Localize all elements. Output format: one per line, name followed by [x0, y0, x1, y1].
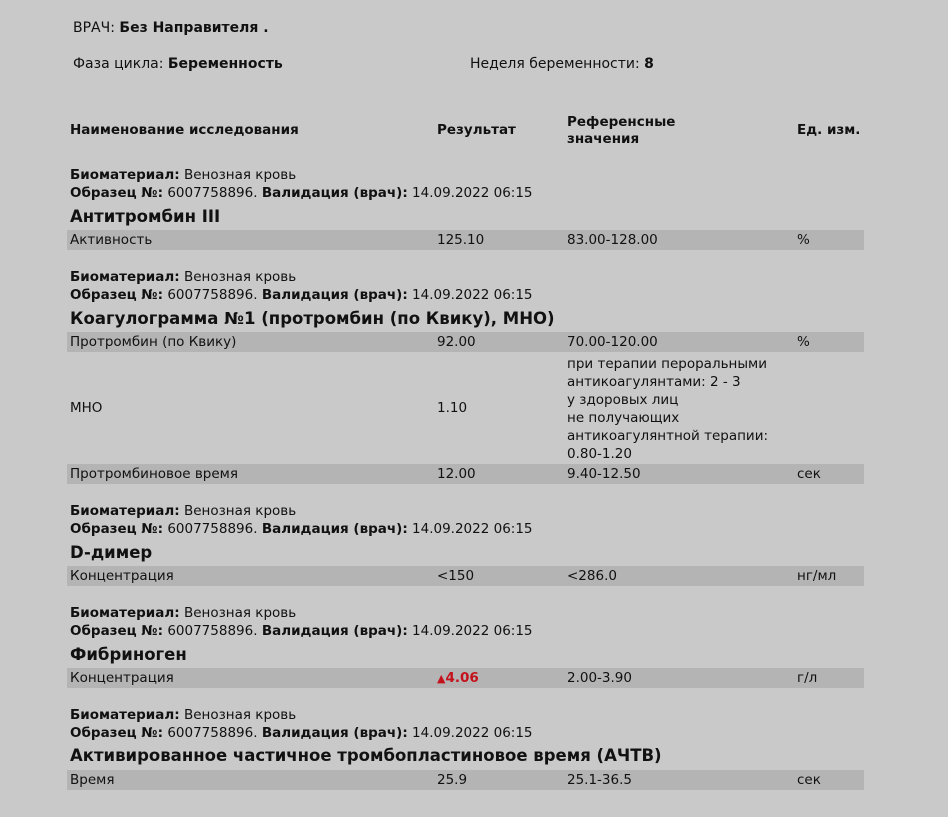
sample-label: Образец №:: [70, 287, 164, 303]
result-unit: нг/мл: [797, 568, 837, 584]
validation-label: Валидация (врач):: [261, 623, 408, 639]
result-name: Концентрация: [70, 670, 174, 686]
sample-value: 6007758896.: [167, 185, 258, 201]
reference-line: при терапии пероральными: [567, 356, 767, 372]
result-unit: %: [797, 334, 810, 350]
column-header-result: Результат: [437, 122, 516, 138]
validation-label: Валидация (врач):: [261, 287, 408, 303]
test-title: Фибриноген: [70, 645, 187, 664]
cycle-phase-value: Беременность: [167, 56, 283, 72]
result-reference: 9.40-12.50: [567, 466, 641, 482]
result-reference-multiline: [567, 355, 768, 463]
biomaterial-value: Венозная кровь: [183, 167, 297, 183]
biomaterial-label: Биоматериал:: [70, 167, 180, 183]
biomaterial-line: [70, 503, 296, 519]
result-reference: 83.00-128.00: [567, 232, 658, 248]
validation-value: 14.09.2022 06:15: [412, 185, 533, 201]
biomaterial-line: [70, 269, 296, 285]
result-name: МНО: [70, 400, 103, 416]
reference-line: антикоагулянтной терапии:: [567, 428, 769, 444]
result-unit: %: [797, 232, 810, 248]
reference-line: 0.80-1.20: [567, 446, 632, 462]
doctor-label: ВРАЧ:: [73, 20, 115, 36]
result-name: Протромбиновое время: [70, 466, 238, 482]
result-row: [67, 566, 864, 586]
validation-value: 14.09.2022 06:15: [412, 725, 533, 741]
doctor-line: [73, 20, 269, 36]
sample-label: Образец №:: [70, 185, 164, 201]
biomaterial-value: Венозная кровь: [183, 503, 297, 519]
biomaterial-label: Биоматериал:: [70, 707, 180, 723]
biomaterial-label: Биоматериал:: [70, 269, 180, 285]
biomaterial-line: [70, 605, 296, 621]
test-title: Антитромбин III: [70, 207, 221, 226]
sample-value: 6007758896.: [167, 521, 258, 537]
sample-value: 6007758896.: [167, 725, 258, 741]
sample-line: [70, 185, 533, 201]
sample-line: [70, 521, 533, 537]
sample-value: 6007758896.: [167, 287, 258, 303]
biomaterial-label: Биоматериал:: [70, 605, 180, 621]
result-value: 4.06: [445, 670, 479, 686]
result-reference: 2.00-3.90: [567, 670, 632, 686]
doctor-value: Без Направителя .: [119, 20, 269, 36]
sample-label: Образец №:: [70, 521, 164, 537]
result-value-flagged: [437, 670, 479, 686]
test-title: Активированное частичное тромбопластиновое время (АЧТВ): [70, 746, 662, 765]
column-header-reference: [567, 114, 675, 148]
validation-label: Валидация (врач):: [261, 725, 408, 741]
reference-line: антикоагулянтами: 2 - 3: [567, 374, 741, 390]
result-unit: сек: [797, 466, 821, 482]
validation-value: 14.09.2022 06:15: [412, 623, 533, 639]
result-row: [67, 770, 864, 790]
biomaterial-label: Биоматериал:: [70, 503, 180, 519]
result-unit: сек: [797, 772, 821, 788]
test-title: Коагулограмма №1 (протромбин (по Квику), МНО): [70, 309, 555, 328]
validation-value: 14.09.2022 06:15: [412, 287, 533, 303]
biomaterial-value: Венозная кровь: [183, 707, 297, 723]
result-value: 92.00: [437, 334, 476, 350]
result-name: Концентрация: [70, 568, 174, 584]
biomaterial-line: [70, 707, 296, 723]
sample-label: Образец №:: [70, 725, 164, 741]
sample-line: [70, 287, 533, 303]
result-value: 12.00: [437, 466, 476, 482]
pregnancy-week-line: [470, 56, 654, 72]
biomaterial-value: Венозная кровь: [183, 269, 297, 285]
biomaterial-value: Венозная кровь: [183, 605, 297, 621]
result-reference: <286.0: [567, 568, 617, 584]
result-name: Протромбин (по Квику): [70, 334, 237, 350]
result-value: 125.10: [437, 232, 485, 248]
column-header-reference-line1: Референсные: [567, 114, 676, 130]
sample-value: 6007758896.: [167, 623, 258, 639]
column-header-reference-line2: значения: [567, 131, 640, 147]
reference-line: у здоровых лиц: [567, 392, 679, 408]
biomaterial-line: [70, 167, 296, 183]
cycle-phase-label: Фаза цикла:: [73, 56, 164, 72]
result-row: [67, 668, 864, 688]
pregnancy-week-value: 8: [644, 56, 654, 72]
validation-label: Валидация (врач):: [261, 185, 408, 201]
validation-label: Валидация (врач):: [261, 521, 408, 537]
column-header-unit: Ед. изм.: [797, 122, 861, 138]
result-name: Время: [70, 772, 115, 788]
result-reference: 70.00-120.00: [567, 334, 658, 350]
result-reference: 25.1-36.5: [567, 772, 632, 788]
pregnancy-week-label: Неделя беременности:: [470, 56, 640, 72]
result-value: 1.10: [437, 400, 468, 416]
sample-line: [70, 623, 533, 639]
up-arrow-icon: ▲: [437, 672, 446, 685]
result-value: <150: [437, 568, 475, 584]
sample-line: [70, 725, 533, 741]
result-row: [67, 332, 864, 352]
result-name: Активность: [70, 232, 153, 248]
reference-line: не получающих: [567, 410, 680, 426]
column-header-name: Наименование исследования: [70, 122, 299, 138]
sample-label: Образец №:: [70, 623, 164, 639]
result-row: [67, 464, 864, 484]
result-unit: г/л: [797, 670, 818, 686]
test-title: D-димер: [70, 543, 153, 562]
result-value: 25.9: [437, 772, 468, 788]
result-row: [67, 230, 864, 250]
cycle-phase-line: [73, 56, 283, 72]
validation-value: 14.09.2022 06:15: [412, 521, 533, 537]
